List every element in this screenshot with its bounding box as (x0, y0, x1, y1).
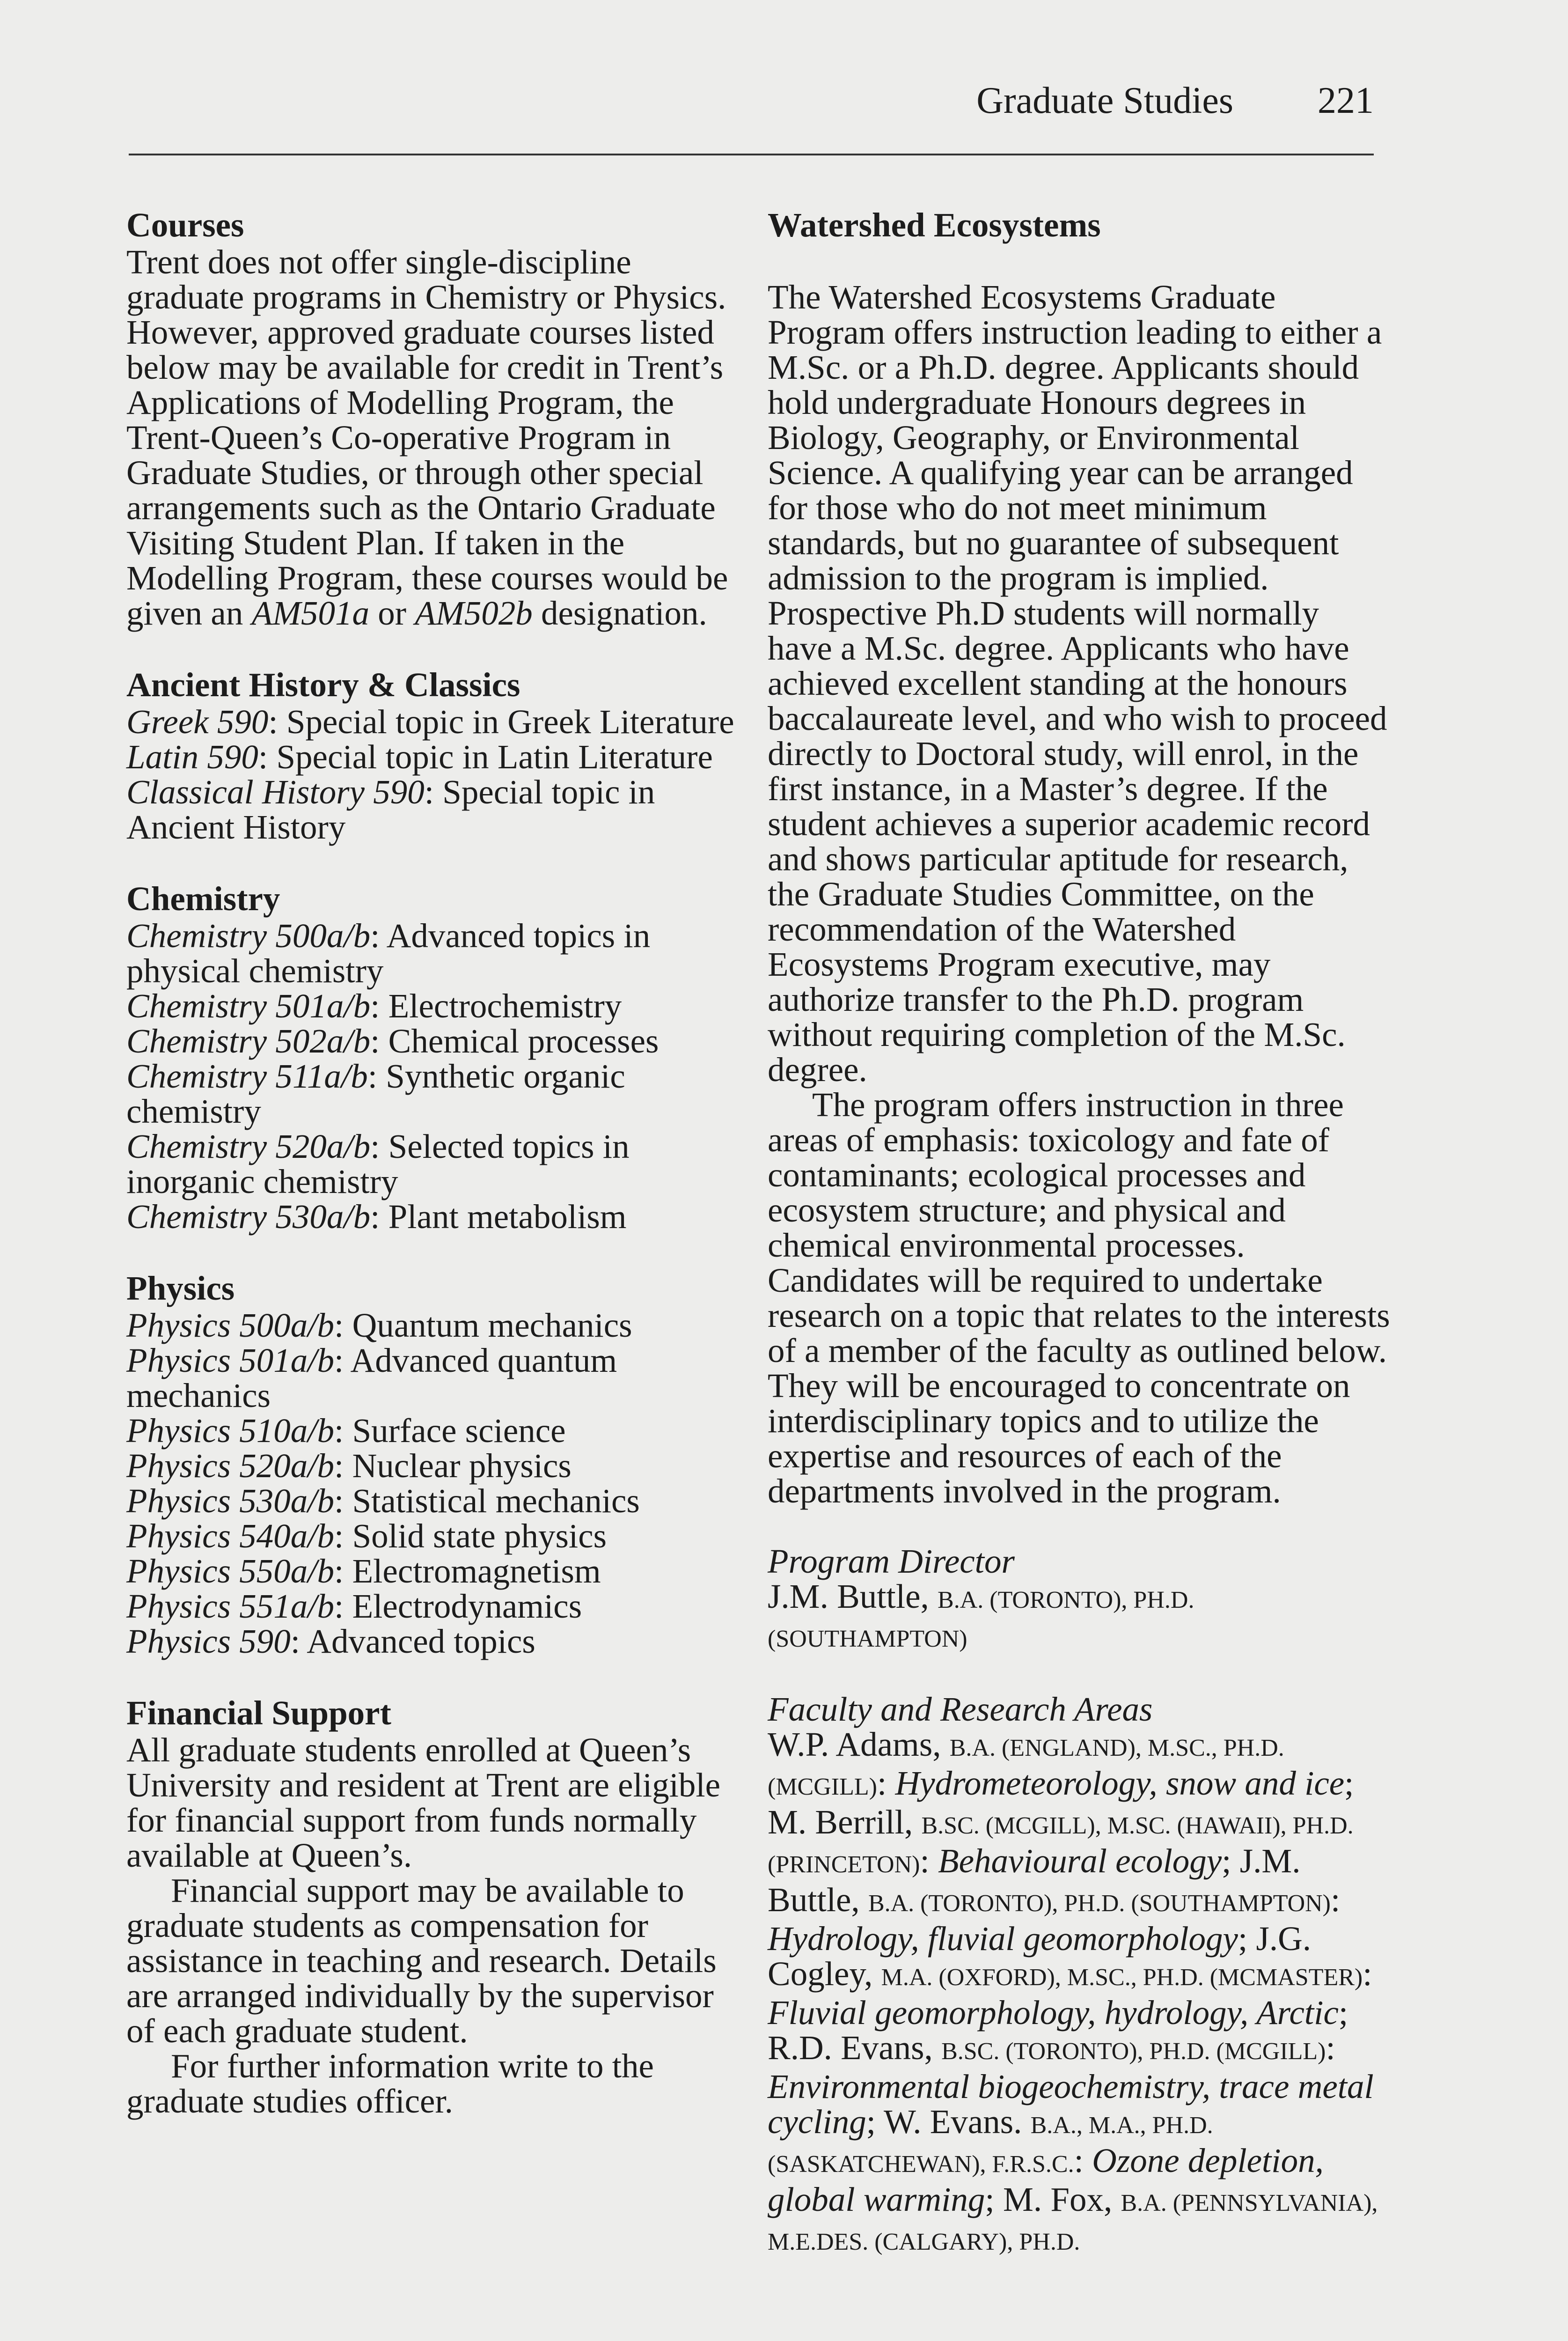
faculty-member: J.G. Cogley, M.A. (OXFORD), M.SC., PH.D. (MCMASTER): Fluvial geomorphology, hydrology, Arctic; (768, 1920, 1372, 2032)
courses-paragraph: Trent does not offer single-discipline graduate programs in Chemistry or Physics. However, approved graduate courses listed below may be available for credit in Trent’s Applications of Modelling Program, the Trent-Queen’s Co-operative Program in Graduate Studies, or through other special arrangements such as the Ontario Graduate Visiting Student Plan. If taken in the Modelling Program, these courses would be given an AM501a or AM502b designation. (126, 243, 728, 632)
program-director-label: Program Director (768, 1542, 1015, 1580)
faculty-member: R.D. Evans, B.SC. (TORONTO), PH.D. (MCGILL): Environmental biogeochemistry, trace metal cycling; (768, 2029, 1374, 2141)
course-entry: Greek 590: Special topic in Greek Literature (126, 703, 734, 741)
course-entry: Chemistry 511a/b: Synthetic organic chemistry (126, 1057, 625, 1130)
course-entry: Physics 530a/b: Statistical mechanics (126, 1482, 640, 1520)
faculty-member: J.M. Buttle, B.A. (TORONTO), PH.D. (SOUTHAMPTON): Hydrology, fluvial geomorphology; (768, 1842, 1341, 1958)
faculty-label: Faculty and Research Areas (768, 1690, 1153, 1728)
watershed-paragraph: The Watershed Ecosystems Graduate Program offers instruction leading to either a M.Sc. or a Ph.D. degree. Applicants should hold undergraduate Honours degrees in Biology, Geography, or Environmental Science. A qualifying year can be arranged for those who do not meet minimum standards, but no guarantee of subsequent admission to the program is implied. Prospective Ph.D students will normally have a M.Sc. degree. Applicants who have achieved excellent standing at the honours baccalaureate level, and who wish to proceed directly to Doctoral study, will enrol, in the first instance, in a Master’s degree. If the student achieves a superior academic record and shows particular aptitude for research, the Graduate Studies Committee, on the recommendation of the Watershed Ecosystems Program executive, may authorize transfer to the Ph.D. program without requiring completion of the M.Sc. degree. (768, 278, 1387, 1089)
section-heading-financial-support: Financial Support (126, 1694, 391, 1732)
section-heading-ancient-history: Ancient History & Classics (126, 666, 520, 704)
section-heading-courses: Courses (126, 206, 244, 244)
course-entry: Physics 590: Advanced topics (126, 1622, 535, 1660)
section-heading-chemistry: Chemistry (126, 880, 280, 918)
chemistry-course-list (126, 918, 749, 1234)
course-code: AM501a (251, 594, 369, 632)
course-entry: Chemistry 530a/b: Plant metabolism (126, 1198, 627, 1236)
course-entry: Physics 510a/b: Surface science (126, 1412, 566, 1450)
page-number: 221 (1318, 80, 1374, 121)
course-entry: Chemistry 501a/b: Electrochemistry (126, 987, 622, 1025)
course-entry: Classical History 590: Special topic in Ancient History (126, 773, 655, 846)
course-entry: Physics 501a/b: Advanced quantum mechanics (126, 1341, 617, 1414)
section-heading-watershed: Watershed Ecosystems (768, 206, 1101, 244)
running-title: Graduate Studies (976, 80, 1233, 121)
header-rule (129, 154, 1374, 155)
course-code: AM502b (415, 594, 533, 632)
financial-paragraph: Financial support may be available to graduate students as compensation for assistance in teaching and research. Details are arranged individually by the supervisor of each graduate student. (126, 1871, 717, 2050)
course-entry: Physics 551a/b: Electrodynamics (126, 1587, 582, 1625)
section-heading-physics: Physics (126, 1269, 235, 1307)
faculty-list (768, 1727, 1390, 2260)
course-entry: Chemistry 520a/b: Selected topics in inorganic chemistry (126, 1127, 630, 1200)
ancient-course-list (126, 704, 749, 845)
physics-course-list (126, 1308, 749, 1659)
financial-paragraph: For further information write to the graduate studies officer. (126, 2047, 654, 2120)
program-director: J.M. Buttle, B.A. (TORONTO), PH.D. (SOUTHAMPTON) (768, 1577, 1194, 1652)
faculty-member: M. Fox, B.A. (PENNSYLVANIA), M.E.DES. (CALGARY), PH.D. (768, 2180, 1378, 2255)
page-header (129, 75, 1374, 145)
watershed-paragraph: The program offers instruction in three areas of emphasis: toxicology and fate of contaminants; ecological processes and ecosystem structure; and physical and chemical environmental processes. Candidates will be required to undertake research on a topic that relates to the interests of a member of the faculty as outlined below. They will be encouraged to concentrate on interdisciplinary topics and to utilize the expertise and resources of each of the departments involved in the program. (768, 1086, 1390, 1510)
course-entry: Physics 520a/b: Nuclear physics (126, 1447, 572, 1485)
course-entry: Chemistry 500a/b: Advanced topics in physical chemistry (126, 917, 651, 990)
course-entry: Physics 550a/b: Electromagnetism (126, 1552, 601, 1590)
course-entry: Physics 540a/b: Solid state physics (126, 1517, 607, 1555)
left-column (126, 206, 749, 2119)
faculty-member: M. Berrill, B.SC. (MCGILL), M.SC. (HAWAII), PH.D. (PRINCETON): Behavioural ecology; (768, 1803, 1354, 1880)
course-entry: Physics 500a/b: Quantum mechanics (126, 1306, 632, 1344)
course-entry: Latin 590: Special topic in Latin Literature (126, 738, 713, 776)
faculty-member: W.P. Adams, B.A. (ENGLAND), M.SC., PH.D. (MCGILL): Hydrometeorology, snow and ice; (768, 1725, 1354, 1802)
right-column (768, 206, 1390, 2260)
financial-paragraph: All graduate students enrolled at Queen’s University and resident at Trent are eligible for financial support from funds normally available at Queen’s. (126, 1731, 721, 1874)
faculty-member: W. Evans. B.A., M.A., PH.D. (SASKATCHEWAN), F.R.S.C.: Ozone depletion, global warming; (768, 2103, 1324, 2218)
course-entry: Chemistry 502a/b: Chemical processes (126, 1022, 659, 1060)
